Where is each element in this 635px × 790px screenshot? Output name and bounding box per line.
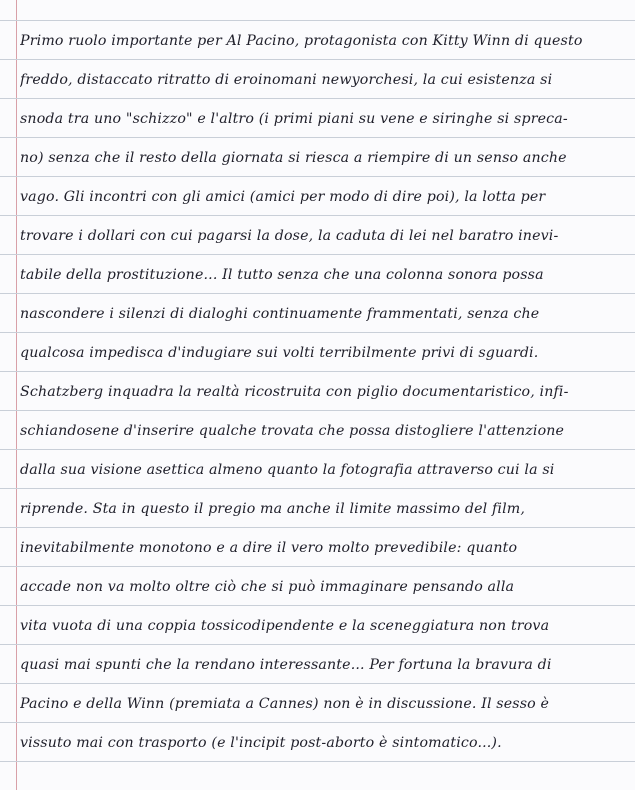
- handwritten-line: freddo, distaccato ritratto di eroinomani newyorchesi, la cui esistenza si: [20, 72, 553, 88]
- handwritten-line: nascondere i silenzi di dialoghi continuamente frammentati, senza che: [20, 306, 540, 322]
- handwritten-line: dalla sua visione asettica almeno quanto la fotografia attraverso cui la si: [20, 462, 555, 478]
- handwritten-line: Pacino e della Winn (premiata a Cannes) non è in discussione. Il sesso è: [20, 696, 550, 712]
- handwritten-line: quasi mai spunti che la rendano interessante... Per fortuna la bravura di: [20, 657, 552, 673]
- handwritten-line: vita vuota di una coppia tossicodipendente e la sceneggiatura non trova: [20, 618, 550, 634]
- handwritten-line: vago. Gli incontri con gli amici (amici per modo di dire poi), la lotta per: [20, 189, 546, 205]
- handwritten-line: snoda tra uno "schizzo" e l'altro (i primi piani su vene e siringhe si spreca-: [20, 111, 568, 127]
- handwritten-line: schiandosene d'inserire qualche trovata che possa distogliere l'attenzione: [20, 423, 565, 439]
- handwritten-line: vissuto mai con trasporto (e l'incipit post-aborto è sintomatico...).: [20, 735, 502, 751]
- margin-line: [16, 0, 17, 790]
- ruled-line: [0, 20, 635, 21]
- handwritten-line: Schatzberg inquadra la realtà ricostruita con piglio documentaristico, infi-: [20, 384, 569, 400]
- handwritten-line: riprende. Sta in questo il pregio ma anche il limite massimo del film,: [20, 501, 526, 517]
- handwritten-line: tabile della prostituzione... Il tutto senza che una colonna sonora possa: [20, 267, 544, 283]
- handwritten-line: no) senza che il resto della giornata si riesca a riempire di un senso anche: [20, 150, 567, 166]
- handwritten-line: trovare i dollari con cui pagarsi la dose, la caduta di lei nel baratro inevi-: [20, 228, 559, 244]
- handwritten-line: qualcosa impedisca d'indugiare sui volti terribilmente privi di sguardi.: [20, 345, 539, 361]
- handwritten-line: accade non va molto oltre ciò che si può immaginare pensando alla: [20, 579, 515, 595]
- handwritten-line: Primo ruolo importante per Al Pacino, protagonista con Kitty Winn di questo: [20, 33, 583, 49]
- handwritten-line: inevitabilmente monotono e a dire il vero molto prevedibile: quanto: [20, 540, 518, 556]
